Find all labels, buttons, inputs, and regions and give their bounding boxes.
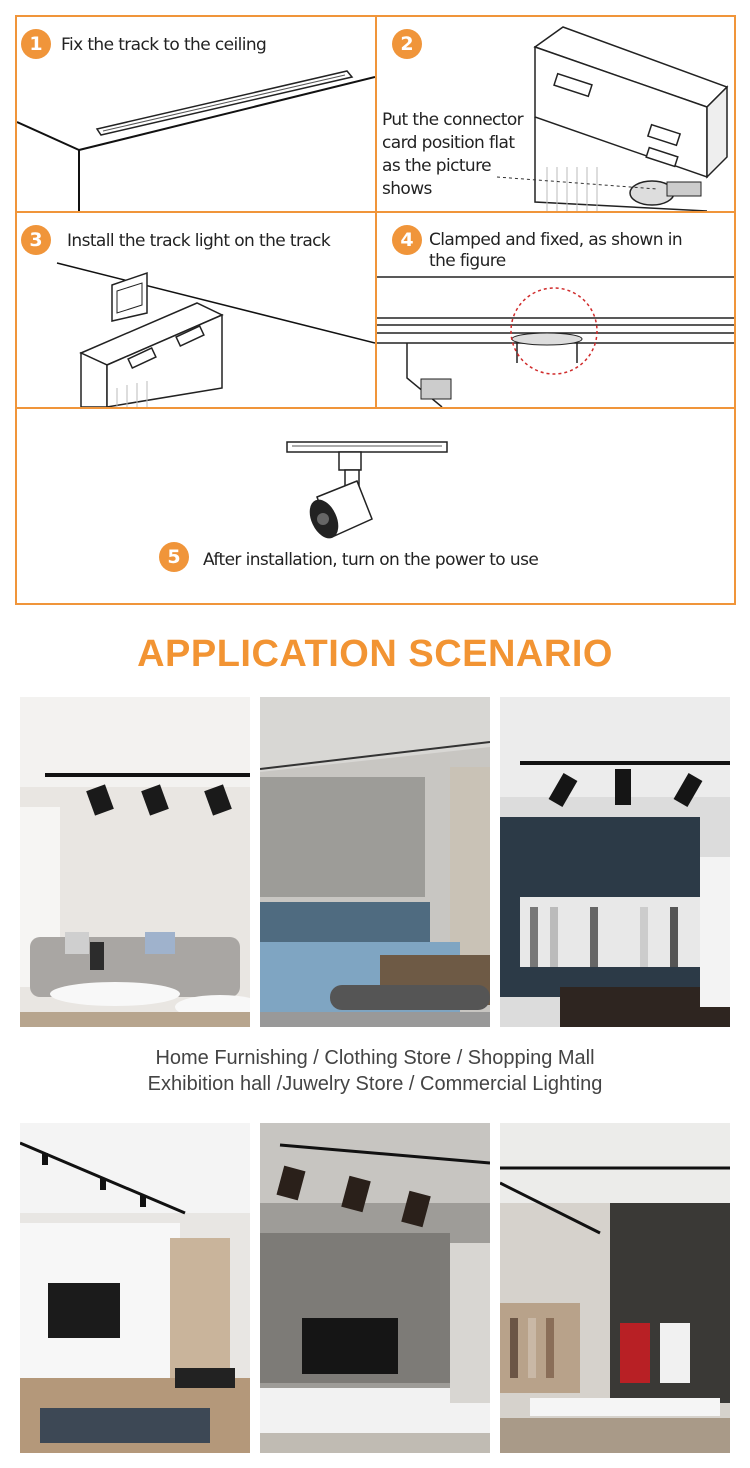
step-2-line-2: card position flat	[382, 133, 515, 153]
step-5-text: After installation, turn on the power to use	[203, 550, 539, 570]
step-4-line-2: the figure	[429, 251, 506, 271]
step-1-panel	[17, 17, 375, 211]
scene-photo-wardrobe	[500, 697, 730, 1027]
scene-photo-living-room	[20, 697, 250, 1027]
step-number-badge: 2	[392, 29, 422, 59]
step-4-panel	[377, 213, 734, 407]
step-number-badge: 1	[21, 29, 51, 59]
application-caption-line-2: Exhibition hall /Juwelry Store / Commercial Lighting	[147, 1073, 603, 1095]
application-caption-line-1: Home Furnishing / Clothing Store / Shopping Mall	[155, 1047, 595, 1069]
step-4-line-1: Clamped and fixed, as shown in	[429, 230, 682, 250]
step-2-line-3: as the picture	[382, 156, 491, 176]
step-2-line-1: Put the connector	[382, 110, 524, 130]
step-number-badge: 3	[21, 225, 51, 255]
installed-track-light-illustration	[17, 409, 734, 603]
installation-steps-grid	[15, 15, 736, 605]
scene-photo-tv-wall	[20, 1123, 250, 1453]
step-number-badge: 5	[159, 542, 189, 572]
scene-photo-bedroom	[260, 697, 490, 1027]
step-3-panel	[17, 213, 375, 407]
application-scenario-title: APPLICATION SCENARIO	[137, 633, 613, 675]
step-1-text: Fix the track to the ceiling	[61, 35, 267, 55]
scene-photo-media-wall	[260, 1123, 490, 1453]
scene-photo-clothing-store	[500, 1123, 730, 1453]
step-2-line-4: shows	[382, 179, 432, 199]
step-3-text: Install the track light on the track	[67, 231, 331, 251]
step-5-panel	[17, 409, 734, 603]
step-2-panel	[377, 17, 734, 211]
step-number-badge: 4	[392, 225, 422, 255]
